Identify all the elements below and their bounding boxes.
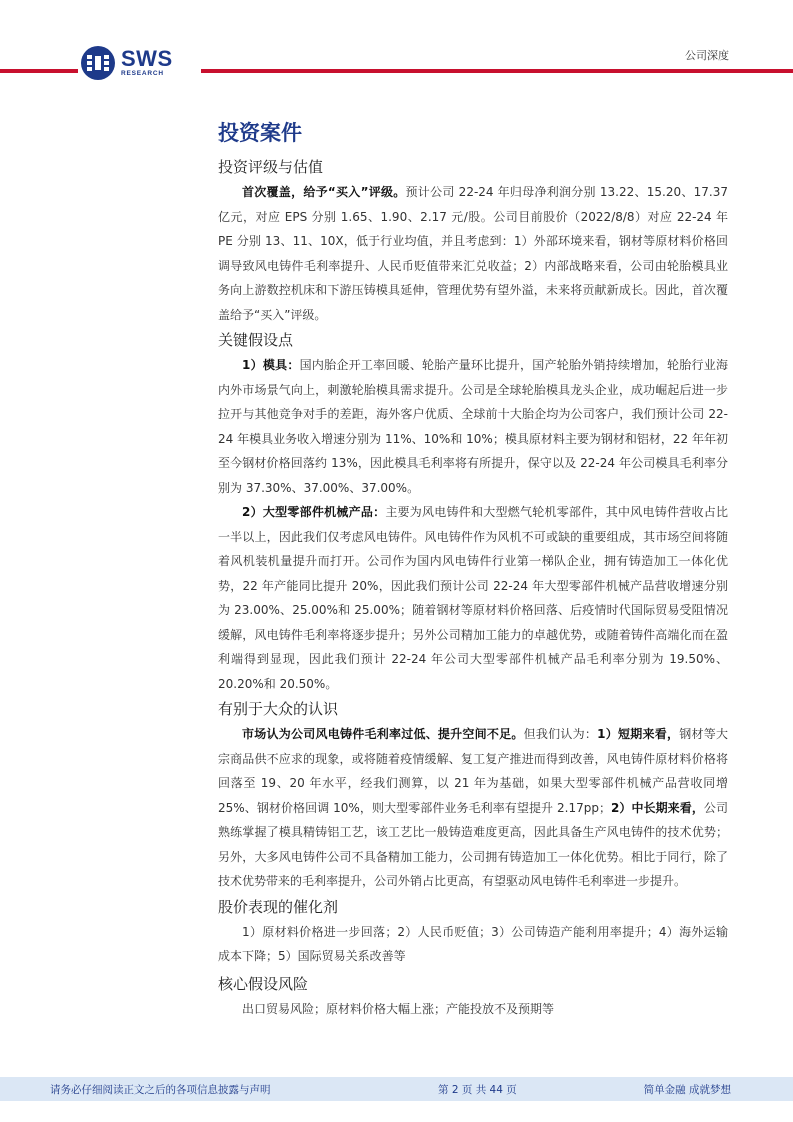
- paragraph: [218, 997, 728, 1022]
- paragraph-text: 出口贸易风险；原材料价格大幅上涨；产能投放不及预期等: [242, 1001, 555, 1016]
- main-content: [218, 118, 728, 1021]
- paragraph: [218, 353, 728, 500]
- paragraph-text: 1）原材料价格进一步回落；2）人民币贬值；3）公司铸造产能利用率提升；4）海外运输成本下降；5）国际贸易关系改善等: [218, 924, 728, 963]
- footer-page-number: 第 2 页 共 44 页: [438, 1084, 517, 1096]
- footer-disclaimer: 请务必仔细阅读正文之后的各项信息披露与声明: [50, 1084, 271, 1096]
- paragraph-text: 但我们认为：: [523, 727, 598, 741]
- logo-text: SWS: [121, 46, 173, 72]
- section-heading: 股价表现的催化剂: [218, 897, 339, 916]
- page-title: 投资案件: [218, 121, 302, 145]
- page-header: [0, 0, 793, 90]
- paragraph-bold-lead: 1）模具：: [242, 358, 300, 372]
- page-footer: [0, 1077, 793, 1101]
- section-heading: 关键假设点: [218, 331, 294, 349]
- paragraph-text: 主要为风电铸件和大型燃气轮机零部件，其中风电铸件营收占比一半以上，因此我们仅考虑风电铸件。风电铸件作为风机不可或缺的重要组成，其市场空间将随着风机装机量提升而打开。公司作为国内风电铸件行业第一梯队企业，拥有铸造加工一体化优势，22 年产能同比提升 20%，因此我们预计公司 22-24 年大型零部件机械产品营收增速分别为 23.00%、25.00%和 25.00%；随着钢材等原材料价格回落、后疫情时代国际贸易受阻情况缓解，风电铸件毛利率将逐步提升；另外公司精加工能力的卓越优势，或随着铸件高端化而在盈利端得到显现，因此我们预计 22-24 年公司大型零部件机械产品毛利率分别为 19.50%、20.20%和 20.50%。: [218, 505, 728, 691]
- paragraph: [218, 500, 728, 696]
- paragraph-bold-lead: 2）大型零部件机械产品：: [242, 505, 386, 519]
- report-type-label: 公司深度: [685, 49, 729, 62]
- paragraph-bold-lead: 市场认为公司风电铸件毛利率过低、提升空间不足。: [242, 727, 524, 741]
- footer-slogan: 简单金融 成就梦想: [643, 1084, 731, 1096]
- section-heading: 核心假设风险: [218, 974, 309, 993]
- header-rule-right: [201, 69, 793, 73]
- paragraph-text: 预计公司 22-24 年归母净利润分别 13.22、15.20、17.37 亿元，对应 EPS 分别 1.65、1.90、2.17 元/股。公司目前股价（2022/8/8）对应 22-24 年 PE 分别 13、11、10X，低于行业均值，并且考虑到：1）外部环境来看，钢材等原材料价格回调导致风电铸件毛利率提升、人民币贬值带来汇兑收益；2）内部战略来看，公司由轮胎模具业务向上游数控机床和下游压铸模具延伸，管理优势有望外溢，未来将贡献新成长。因此，首次覆盖给予“买入”评级。: [218, 185, 728, 322]
- paragraph-bold-inline: 1）短期来看，: [597, 727, 680, 741]
- section-heading: 投资评级与估值: [218, 158, 324, 176]
- sws-logo: [80, 44, 184, 82]
- section-heading: 有别于大众的认识: [218, 700, 339, 718]
- paragraph-text: 公司熟练掌握了模具精铸铝工艺，该工艺比一般铸造难度更高，因此具备生产风电铸件的技术优势；另外，大多风电铸件公司不具备精加工能力，公司拥有铸造加工一体化优势。相比于同行，除了技术优势带来的毛利率提升，公司外销占比更高，有望驱动风电铸件毛利率进一步提升。: [218, 800, 728, 888]
- paragraph-text: 钢材等大宗商品供不应求的现象，或将随着疫情缓解、复工复产推进而得到改善，风电铸件原材料价格将回落至 19、20 年水平，经我们测算，以 21 年为基础，如果大型零部件机械产品营收同增 25%、钢材价格回调 10%，则大型零部件业务毛利率有望提升 2.17pp；: [218, 727, 728, 815]
- paragraph: [218, 722, 728, 894]
- logo-subtext: RESEARCH: [121, 70, 164, 78]
- paragraph-bold-lead: 首次覆盖，给予“买入”评级。: [242, 185, 406, 199]
- paragraph: [218, 920, 728, 969]
- header-rule-left: [0, 69, 78, 73]
- paragraph-text: 国内胎企开工率回暖、轮胎产量环比提升，国产轮胎外销持续增加，轮胎行业海内外市场景气向上，刺激轮胎模具需求提升。公司是全球轮胎模具龙头企业，成功崛起后进一步拉开与其他竞争对手的差距，海外客户优质、全球前十大胎企均为公司客户，我们预计公司 22-24 年模具业务收入增速分别为 11%、10%和 10%；模具原材料主要为钢材和铝材，22 年年初至今钢材价格回落约 13%，因此模具毛利率将有所提升，保守以及 22-24 年公司模具毛利率分别为 37.30%、37.00%、37.00%。: [218, 358, 728, 495]
- paragraph-bold-inline: 2）中长期来看，: [610, 800, 704, 815]
- sws-logo-icon: [80, 45, 116, 81]
- paragraph: [218, 180, 728, 327]
